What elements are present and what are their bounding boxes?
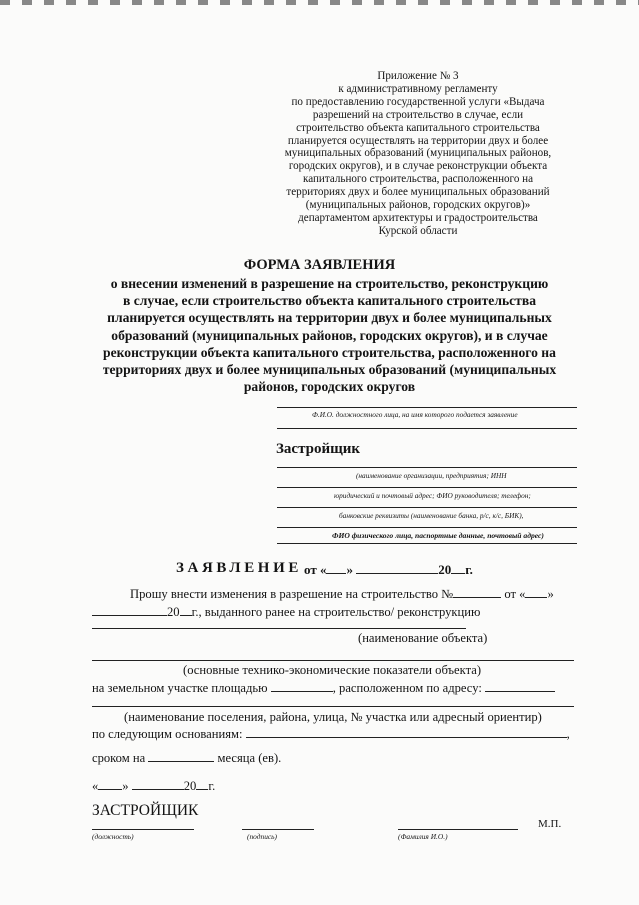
official-name-field[interactable] — [277, 407, 577, 408]
signature-caption: (подпись) — [247, 832, 277, 841]
signing-date-open: « — [92, 779, 99, 793]
grounds-line — [92, 726, 570, 742]
developer-person-field[interactable] — [277, 527, 577, 528]
term-text: сроком на — [92, 751, 146, 765]
permit-number-field[interactable] — [453, 586, 501, 598]
signature-field[interactable] — [242, 829, 314, 830]
appendix-line: по предоставлению государственной услуги «Выдача — [291, 95, 545, 108]
signing-day-field[interactable] — [98, 778, 122, 790]
signing-date-close: » — [122, 779, 129, 793]
developer-person-caption: ФИО физического лица, паспортные данные, почтовый адрес) — [332, 531, 544, 540]
application-month-field[interactable] — [356, 562, 438, 574]
developer-bank-caption: банковские реквизиты (наименование банка, р/с, к/с, БИК), — [339, 511, 524, 520]
form-subtitle-line: районов, городских округов — [243, 379, 416, 395]
appendix-line: департаментом архитектуры и градостроительства — [298, 211, 538, 224]
official-name-field-line2[interactable] — [277, 428, 577, 429]
permit-day-field[interactable] — [525, 586, 547, 598]
application-day-field[interactable] — [326, 562, 346, 574]
scan-edge-artifact — [0, 0, 639, 5]
permit-year-prefix: 20 — [167, 605, 180, 619]
developer-org-field[interactable] — [277, 467, 577, 468]
developer-bank-field[interactable] — [277, 507, 577, 508]
application-date-suffix: г. — [465, 562, 473, 577]
developer-address-caption: юридический и почтовый адрес; ФИО руководителя; телефон; — [334, 491, 531, 500]
form-subtitle-line: о внесении изменений в разрешение на строительство, реконструкцию — [110, 276, 549, 291]
form-subtitle-line: реконструкции объекта капитального строительства, расположенного на — [103, 344, 556, 360]
permit-issued-text: г., выданного ранее на строительство/ реконструкцию — [191, 605, 481, 619]
full-name-field[interactable] — [398, 829, 518, 830]
appendix-reference — [250, 70, 586, 238]
signing-date — [92, 778, 215, 794]
signing-month-field[interactable] — [132, 778, 184, 790]
stamp-place-label: М.П. — [538, 818, 562, 830]
term-line — [92, 750, 281, 766]
signature-heading: ЗАСТРОЙЩИК — [92, 802, 199, 819]
grounds-end: , — [566, 727, 570, 741]
appendix-line: муниципальных образований (муниципальных районов, — [284, 147, 552, 160]
object-indicators-caption: (основные технико-экономические показатели объекта) — [183, 663, 482, 677]
appendix-line: Приложение № 3 — [377, 70, 459, 82]
appendix-line: Курской области — [378, 224, 458, 237]
appendix-line: разрешений на строительство в случае, если — [312, 108, 524, 121]
appendix-line: городских округов), и в случае реконструкции объекта — [288, 160, 548, 173]
developer-address-field[interactable] — [277, 487, 577, 488]
grounds-field[interactable] — [246, 726, 567, 738]
official-name-caption: Ф.И.О. должностного лица, на имя которого подается заявление — [312, 410, 518, 419]
grounds-text: по следующим основаниям: — [92, 727, 243, 741]
object-name-caption: (наименование объекта) — [358, 631, 488, 645]
plot-area-text: на земельном участке площадью — [92, 681, 268, 695]
permit-line — [130, 586, 554, 602]
permit-from-close: » — [547, 587, 554, 601]
term-field[interactable] — [148, 750, 214, 762]
form-title: ФОРМА ЗАЯВЛЕНИЯ — [243, 257, 396, 273]
appendix-line: планируется осуществлять на территории двух и более — [287, 134, 549, 147]
form-subtitle-line: территориях двух и более муниципальных образований (муниципальных — [102, 362, 557, 378]
application-date-prefix: от « — [304, 562, 327, 577]
developer-person-field-line2[interactable] — [277, 543, 577, 544]
signing-date-suffix: г. — [208, 779, 216, 793]
application-date-year: 20 — [438, 562, 452, 577]
appendix-line: капитального строительства, расположенного на — [302, 173, 534, 186]
permit-year-field[interactable] — [180, 604, 192, 616]
full-name-caption: (Фамилия И.О.) — [398, 832, 448, 841]
signing-date-year: 20 — [183, 779, 197, 793]
form-subtitle-line: в случае, если строительство объекта капитального строительства — [123, 293, 536, 309]
appendix-line: (муниципальных районов, городских округов)» — [305, 199, 531, 212]
object-name-field[interactable] — [92, 628, 466, 629]
form-subtitle — [78, 275, 581, 395]
developer-heading: Застройщик — [276, 441, 361, 457]
position-caption: (должность) — [92, 832, 134, 841]
address-field[interactable] — [92, 706, 574, 707]
permit-from-text: от « — [504, 587, 526, 601]
plot-address-field[interactable] — [485, 680, 555, 692]
permit-text: Прошу внести изменения в разрешение на строительство № — [130, 587, 454, 601]
plot-area-field[interactable] — [271, 680, 333, 692]
plot-line — [92, 680, 555, 696]
application-date-mid: » — [346, 562, 353, 577]
developer-org-caption: (наименование организации, предприятия; ИНН — [356, 471, 507, 480]
term-unit-text: месяца (ев). — [217, 751, 282, 765]
appendix-line: к административному регламенту — [338, 82, 498, 95]
appendix-line: территориях двух и более муниципальных образований — [286, 186, 550, 199]
permit-month-field[interactable] — [92, 604, 167, 616]
application-date — [304, 562, 473, 578]
application-title: ЗАЯВЛЕНИЕ — [176, 560, 302, 576]
form-subtitle-line: планируется осуществлять на территории двух и более муниципальных — [107, 310, 552, 326]
application-year-field[interactable] — [451, 562, 465, 574]
plot-address-text: , расположенном по адресу: — [332, 681, 482, 695]
appendix-line: строительство объекта капитального строительства — [296, 121, 540, 134]
position-field[interactable] — [92, 829, 194, 830]
address-caption: (наименование поселения, района, улица, № участка или адресный ориентир) — [124, 710, 542, 724]
signing-year-field[interactable] — [196, 778, 208, 790]
object-indicators-field[interactable] — [92, 660, 574, 661]
form-subtitle-line: образований (муниципальных районов, городских округов), и в случае — [111, 327, 548, 343]
permit-line-2 — [92, 604, 480, 620]
